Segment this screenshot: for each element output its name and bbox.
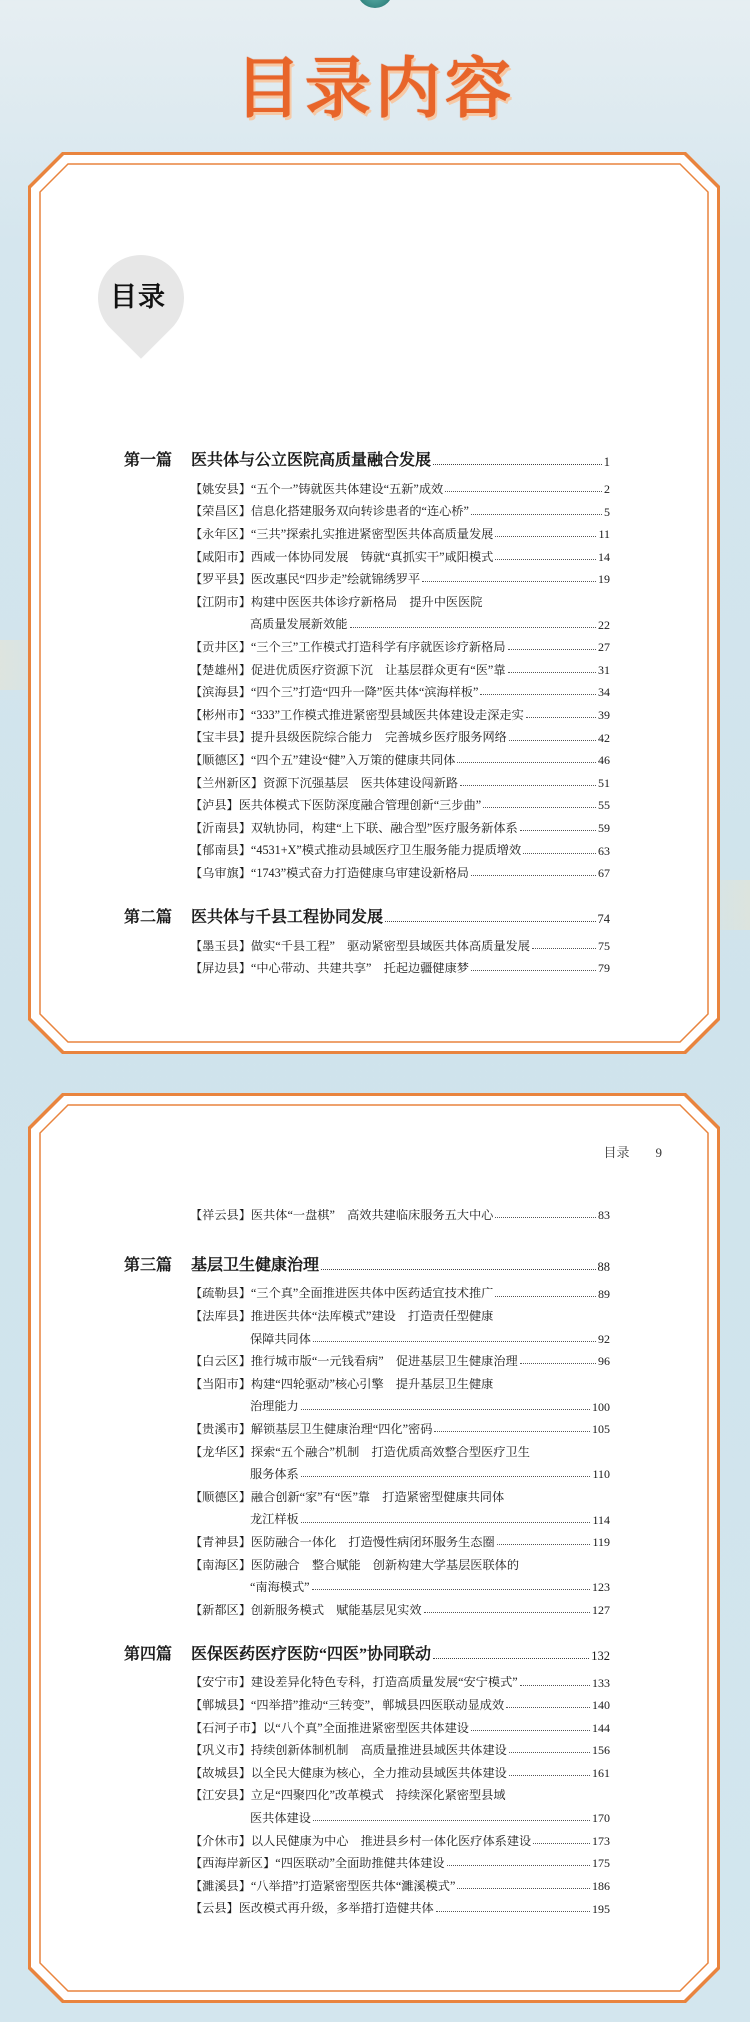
entry-title-continued: 保障共同体 <box>250 1332 311 1345</box>
toc-entry[interactable] <box>190 1826 610 1847</box>
entry-title: 【滨海县】“四个三”打造“四升一降”医共体“滨海样板” <box>190 686 479 699</box>
toc-entry[interactable] <box>190 1437 610 1458</box>
page-number: 195 <box>592 1901 610 1916</box>
section-title: 医共体与千县工程协同发展 <box>191 908 384 926</box>
page-number: 144 <box>592 1720 610 1735</box>
dot-leader <box>483 807 596 808</box>
entry-title-continued: 高质量发展新效能 <box>250 618 348 631</box>
page-number: 96 <box>598 1354 610 1369</box>
dot-leader <box>497 1544 591 1545</box>
dot-leader <box>471 970 596 971</box>
section-label: 第二篇 <box>124 908 173 926</box>
entry-title: 【贵溪市】解锁基层卫生健康治理“四化”密码 <box>190 1422 433 1436</box>
page-number: 123 <box>592 1580 610 1595</box>
dot-leader <box>480 694 596 695</box>
entry-title: 【云县】医改模式再升级，多举措打造健共体 <box>190 1902 434 1915</box>
toc-entry[interactable] <box>190 1595 610 1616</box>
toc-entry[interactable] <box>190 1550 610 1571</box>
entry-title: 【郸城县】“四举措”推动“三转变”，郸城县四医联动显成效 <box>190 1698 505 1712</box>
entry-title: 【龙华区】探索“五个融合”机制 打造优质高效整合型医疗卫生 <box>190 1445 530 1458</box>
page-number: 132 <box>591 1648 610 1663</box>
entry-title: 【疏勒县】“三个真”全面推进医共体中医药适宜技术推广 <box>190 1287 494 1300</box>
page-number: 170 <box>592 1811 610 1826</box>
entry-title: 【兰州新区】资源下沉强基层 医共体建设闯新路 <box>190 776 459 789</box>
toc-entry[interactable] <box>190 1369 610 1390</box>
header-page-number: 9 <box>655 1145 662 1160</box>
page-number: 156 <box>592 1743 610 1758</box>
toc-entry-continuation[interactable] <box>250 1572 610 1593</box>
page-number: 67 <box>598 866 610 881</box>
entry-title-continued: 龙江样板 <box>250 1513 299 1526</box>
running-header <box>603 1142 662 1161</box>
toc-entry[interactable] <box>190 1735 610 1756</box>
dot-leader <box>313 1341 596 1342</box>
section-heading[interactable] <box>124 1640 610 1664</box>
page-number: 27 <box>598 640 610 655</box>
page-number: 100 <box>592 1399 610 1414</box>
entry-title: 【郁南县】“4531+X”模式推动县域医疗卫生服务能力提质增效 <box>190 844 522 857</box>
toc-entry[interactable] <box>190 790 610 811</box>
toc-entry[interactable] <box>190 1279 610 1300</box>
toc-entry[interactable] <box>190 1848 610 1869</box>
page-number: 22 <box>598 617 610 632</box>
dot-leader <box>447 1865 590 1866</box>
section-label: 第四篇 <box>124 1645 173 1663</box>
toc-entry[interactable] <box>190 836 610 857</box>
page-number: 55 <box>598 798 610 813</box>
toc-entry[interactable] <box>190 1713 610 1734</box>
page-number: 186 <box>592 1879 610 1893</box>
page-number: 2 <box>604 482 610 496</box>
entry-title: 【咸阳市】西咸一体协同发展 铸就“真抓实干”咸阳模式 <box>190 550 494 563</box>
section-heading[interactable] <box>124 1251 610 1275</box>
dot-leader <box>520 1363 596 1364</box>
entry-title-continued: 治理能力 <box>250 1400 299 1413</box>
page-number: 89 <box>598 1286 610 1301</box>
page-number: 114 <box>592 1512 610 1527</box>
entry-title: 【祥云县】医共体“一盘棋” 高效共建临床服务五大中心 <box>190 1208 494 1221</box>
entry-title: 【介休市】以人民健康为中心 推进县乡村一体化医疗体系建设 <box>190 1834 532 1847</box>
toc-entry[interactable] <box>190 1346 610 1367</box>
entry-title: 【贡井区】“三个三”工作模式打造科学有序就医诊疗新格局 <box>190 640 506 654</box>
toc-entry[interactable] <box>190 1781 610 1802</box>
page-number: 119 <box>592 1535 610 1550</box>
dot-leader <box>508 672 596 673</box>
section-title: 医保医药医疗医防“四医”协同联动 <box>191 1645 432 1663</box>
toc-entry[interactable] <box>190 1894 610 1915</box>
entry-title: 【顺德区】融合创新“家”有“医”靠 打造紧密型健康共同体 <box>190 1490 505 1503</box>
toc-entry[interactable] <box>190 768 610 789</box>
dot-leader <box>520 1685 590 1686</box>
header-label: 目录 <box>603 1145 630 1160</box>
dot-leader <box>436 1911 590 1912</box>
entry-title-continued: “南海模式” <box>250 1581 310 1594</box>
entry-title: 【南海区】医防融合 整合赋能 创新构建大学基层医联体的 <box>190 1558 520 1571</box>
dot-leader <box>433 464 602 465</box>
page-number: 173 <box>592 1833 610 1848</box>
dot-leader <box>350 627 597 628</box>
entry-title: 【白云区】推行城市版“一元钱看病” 促进基层卫生健康治理 <box>190 1355 518 1368</box>
toc-entry[interactable] <box>190 655 610 676</box>
page-number: 140 <box>592 1698 610 1713</box>
dot-leader <box>471 875 596 876</box>
section-title: 基层卫生健康治理 <box>191 1256 320 1274</box>
page-title: 目录内容 <box>235 50 515 127</box>
page-number: 79 <box>598 961 610 976</box>
dot-leader <box>495 1296 596 1297</box>
entry-title: 【墨玉县】做实“千县工程” 驱动紧密型县域医共体高质量发展 <box>190 939 530 952</box>
section-label: 第一篇 <box>124 452 173 469</box>
page-number: 42 <box>598 730 610 745</box>
dot-leader <box>532 948 596 949</box>
toc-entry[interactable] <box>190 1414 610 1435</box>
page-number: 83 <box>598 1208 610 1222</box>
entry-title: 【青神县】医防融合一体化 打造慢性病闭环服务生态圈 <box>190 1535 495 1549</box>
page-number: 92 <box>598 1331 610 1346</box>
entry-title: 【沂南县】双轨协同，构建“上下联、融合型”医疗服务新体系 <box>190 821 518 834</box>
toc-entry-continuation[interactable] <box>250 1459 610 1480</box>
page-number: 175 <box>592 1856 610 1871</box>
dot-leader <box>533 1843 590 1844</box>
page-number: 63 <box>598 843 610 858</box>
dot-leader <box>471 514 602 515</box>
entry-title: 【乌审旗】“1743”模式奋力打造健康乌审建设新格局 <box>190 866 469 880</box>
toc-entry[interactable] <box>190 953 610 974</box>
toc-entry-continuation[interactable] <box>250 610 610 631</box>
toc-entry[interactable] <box>190 723 610 744</box>
entry-title-continued: 服务体系 <box>250 1468 299 1481</box>
dot-leader <box>457 1888 590 1889</box>
section-label: 第三篇 <box>124 1256 173 1274</box>
dot-leader <box>471 1730 590 1731</box>
entry-title: 【故城县】以全民大健康为核心，全力推动县域医共体建设 <box>190 1766 507 1779</box>
page-number: 133 <box>592 1675 610 1690</box>
page-number: 39 <box>598 708 610 722</box>
entry-title: 【当阳市】构建“四轮驱动”核心引擎 提升基层卫生健康 <box>190 1377 494 1390</box>
entry-title: 【罗平县】医改惠民“四步走”绘就锦绣罗平 <box>190 573 421 586</box>
toc-entry[interactable] <box>190 1527 610 1548</box>
toc-entry[interactable] <box>190 632 610 653</box>
toc-entry[interactable] <box>190 474 610 495</box>
toc-entry[interactable] <box>190 1690 610 1711</box>
page-number: 161 <box>592 1766 610 1780</box>
toc-entry[interactable] <box>190 497 610 518</box>
toc-entry[interactable] <box>190 1871 610 1892</box>
toc-entry[interactable] <box>190 858 610 879</box>
page-number: 74 <box>597 911 610 926</box>
toc-entry[interactable] <box>190 542 610 563</box>
entry-title: 【新都区】创新服务模式 赋能基层见实效 <box>190 1603 422 1616</box>
page-number: 105 <box>592 1422 610 1437</box>
page-number: 59 <box>598 821 610 835</box>
page-number: 19 <box>598 572 610 587</box>
entry-title: 【江安县】立足“四聚四化”改革模式 持续深化紧密型县域 <box>190 1789 506 1802</box>
badge-label: 目录 <box>110 282 166 313</box>
entry-title: 【法库县】推进医共体“法库模式”建设 打造责任型健康 <box>190 1309 494 1323</box>
dot-leader <box>460 785 596 786</box>
entry-title: 【泸县】医共体模式下医防深度融合管理创新“三步曲” <box>190 799 482 812</box>
page-number: 46 <box>598 753 610 768</box>
entry-title: 【宝丰县】提升县级医院综合能力 完善城乡医疗服务网络 <box>190 731 507 744</box>
section-heading[interactable] <box>124 446 610 470</box>
page-number: 88 <box>597 1259 610 1274</box>
dot-leader <box>509 1752 590 1753</box>
dot-leader <box>434 1431 590 1432</box>
page-number: 34 <box>598 685 610 700</box>
toc-entry[interactable] <box>190 1301 610 1322</box>
entry-title: 【江阴市】构建中医医共体诊疗新格局 提升中医医院 <box>190 595 483 608</box>
entry-title: 【姚安县】“五个一”铸就医共体建设“五新”成效 <box>190 482 444 495</box>
dot-leader <box>312 1589 590 1590</box>
toc-entry-continuation[interactable] <box>250 1505 610 1526</box>
section-title: 医共体与公立医院高质量融合发展 <box>191 452 432 469</box>
entry-title: 【彬州市】“333”工作模式推进紧密型县域医共体建设走深走实 <box>190 708 524 721</box>
dot-leader <box>509 1775 590 1776</box>
toc-entry[interactable] <box>190 1668 610 1689</box>
toc-entry-continuation[interactable] <box>250 1392 610 1413</box>
entry-title: 【西海岸新区】“四医联动”全面助推健共体建设 <box>190 1857 445 1870</box>
dot-leader <box>508 649 596 650</box>
toc-entry[interactable] <box>190 1758 610 1779</box>
toc-entry[interactable] <box>190 931 610 952</box>
entry-title: 【荣昌区】信息化搭建服务双向转诊患者的“连心桥” <box>190 505 469 518</box>
toc-badge <box>98 255 198 355</box>
page-number: 110 <box>592 1467 610 1482</box>
page-number: 14 <box>598 549 610 564</box>
toc-entry[interactable] <box>190 677 610 698</box>
page-number: 11 <box>598 527 610 542</box>
dot-leader <box>509 740 596 741</box>
page-number: 1 <box>603 455 610 469</box>
entry-title: 【濉溪县】“八举措”打造紧密型医共体“濉溪模式” <box>190 1879 456 1892</box>
dot-leader <box>445 491 602 492</box>
page-number: 51 <box>598 775 610 790</box>
entry-title: 【楚雄州】促进优质医疗资源下沉 让基层群众更有“医”靠 <box>190 663 506 676</box>
entry-title: 【屏边县】“中心带动、共建共享” 托起边疆健康梦 <box>190 962 469 975</box>
dot-leader <box>526 717 596 718</box>
dot-leader <box>457 762 596 763</box>
toc-entry[interactable] <box>190 745 610 766</box>
toc-entry[interactable] <box>190 1482 610 1503</box>
dot-leader <box>433 1658 589 1659</box>
entry-title: 【石河子市】以“八个真”全面推进紧密型医共体建设 <box>190 1721 469 1734</box>
toc-entry[interactable] <box>190 700 610 721</box>
top-ornament <box>357 0 393 8</box>
entry-title: 【永年区】“三共”探索扎实推进紧密型医共体高质量发展 <box>190 527 494 541</box>
dot-leader <box>301 1476 591 1477</box>
dot-leader <box>301 1409 590 1410</box>
dot-leader <box>321 1269 595 1270</box>
toc-entry[interactable] <box>190 519 610 540</box>
dot-leader <box>495 1217 596 1218</box>
page-number: 127 <box>592 1603 610 1617</box>
dot-leader <box>385 921 595 922</box>
page-number: 5 <box>604 504 610 519</box>
page-number: 31 <box>598 662 610 677</box>
toc-entry[interactable] <box>190 587 610 608</box>
dot-leader <box>422 581 596 582</box>
dot-leader <box>313 1820 590 1821</box>
dot-leader <box>523 853 596 854</box>
dot-leader <box>495 536 596 537</box>
dot-leader <box>506 1707 590 1708</box>
entry-title: 【安宁市】建设差异化特色专科，打造高质量发展“安宁模式” <box>190 1676 518 1689</box>
toc-entry[interactable] <box>190 1200 610 1221</box>
dot-leader <box>301 1522 591 1523</box>
dot-leader <box>424 1612 590 1613</box>
entry-title: 【巩义市】持续创新体制机制 高质量推进县域医共体建设 <box>190 1744 507 1757</box>
entry-title-continued: 医共体建设 <box>250 1811 311 1825</box>
page-number: 75 <box>598 938 610 953</box>
dot-leader <box>495 559 596 560</box>
toc-entry-continuation[interactable] <box>250 1324 610 1345</box>
toc-entry[interactable] <box>190 564 610 585</box>
entry-title: 【顺德区】“四个五”建设“健”入万策的健康共同体 <box>190 753 456 767</box>
section-heading[interactable] <box>124 903 610 927</box>
dot-leader <box>520 830 596 831</box>
toc-entry-continuation[interactable] <box>250 1803 610 1824</box>
toc-entry[interactable] <box>190 813 610 834</box>
